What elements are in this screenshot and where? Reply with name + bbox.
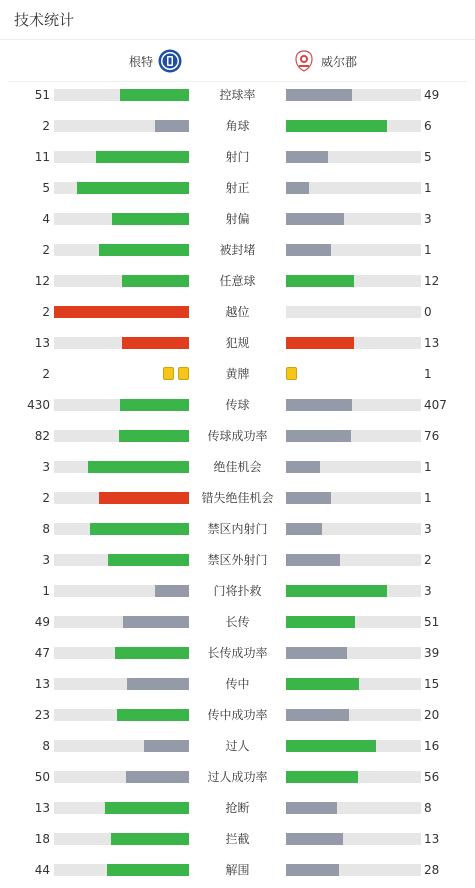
home-stat-bar xyxy=(54,585,189,597)
stat-row xyxy=(0,798,475,818)
home-stat-value: 47 xyxy=(34,646,50,660)
stat-row xyxy=(0,736,475,756)
home-stat-bar-fill xyxy=(105,802,189,814)
away-stat-bar xyxy=(286,430,421,442)
home-stat-value: 50 xyxy=(34,770,50,784)
away-stat-bar-fill xyxy=(286,523,322,535)
away-stat-bar xyxy=(286,182,421,194)
home-stat-bar-fill xyxy=(99,244,189,256)
home-stat-bar xyxy=(54,616,189,628)
home-stat-value: 8 xyxy=(42,739,50,753)
away-stat-bar xyxy=(286,213,421,225)
away-stat-bar-fill xyxy=(286,430,351,442)
stat-row xyxy=(0,457,475,477)
home-stat-bar-fill xyxy=(117,709,189,721)
away-stat-bar xyxy=(286,151,421,163)
away-stat-bar-fill xyxy=(286,771,358,783)
home-stat-bar xyxy=(54,523,189,535)
home-stat-value: 23 xyxy=(34,708,50,722)
away-stat-value: 49 xyxy=(424,88,440,102)
away-stat-bar xyxy=(286,616,421,628)
home-stat-value: 82 xyxy=(34,429,50,443)
home-stat-value: 13 xyxy=(34,336,50,350)
stat-row xyxy=(0,643,475,663)
home-stat-bar xyxy=(54,709,189,721)
stat-label: 传球 xyxy=(225,398,250,412)
away-stat-bar-fill xyxy=(286,182,309,194)
home-stat-bar-fill xyxy=(107,864,189,876)
stat-row xyxy=(0,240,475,260)
stat-label: 解围 xyxy=(225,863,250,877)
away-stat-bar-fill xyxy=(286,120,387,132)
home-stat-bar-fill xyxy=(155,120,189,132)
home-stat-value: 2 xyxy=(42,367,50,381)
away-stat-value: 13 xyxy=(424,336,440,350)
away-stat-bar xyxy=(286,492,421,504)
away-stat-value: 3 xyxy=(424,584,432,598)
page-title: 技术统计 xyxy=(14,11,75,29)
away-stat-value: 2 xyxy=(424,553,432,567)
home-stat-value: 44 xyxy=(34,863,50,877)
home-stat-bar-fill xyxy=(108,554,189,566)
stat-row xyxy=(0,209,475,229)
away-stat-bar xyxy=(286,120,421,132)
home-stat-bar-fill xyxy=(123,616,189,628)
away-stat-bar-fill xyxy=(286,89,352,101)
away-stat-value: 15 xyxy=(424,677,440,691)
home-stat-bar-fill xyxy=(88,461,189,473)
home-stat-bar xyxy=(54,430,189,442)
away-yellow-cards xyxy=(286,367,297,380)
home-stat-bar xyxy=(54,833,189,845)
stat-row xyxy=(0,488,475,508)
home-stat-bar-fill xyxy=(115,647,189,659)
home-stat-value: 8 xyxy=(42,522,50,536)
away-stat-bar xyxy=(286,89,421,101)
stat-row xyxy=(0,302,475,322)
away-stat-bar-fill xyxy=(286,275,354,287)
home-stat-value: 2 xyxy=(42,119,50,133)
home-stat-bar xyxy=(54,120,189,132)
home-stat-value: 430 xyxy=(27,398,50,412)
stats-list xyxy=(0,82,475,882)
home-stat-bar xyxy=(54,864,189,876)
home-stat-value: 1 xyxy=(42,584,50,598)
stat-label: 绝佳机会 xyxy=(213,460,262,474)
stat-label: 禁区内射门 xyxy=(207,522,268,536)
home-yellow-cards xyxy=(163,367,189,380)
home-stat-value: 2 xyxy=(42,243,50,257)
away-stat-value: 6 xyxy=(424,119,432,133)
home-stat-bar-fill xyxy=(155,585,189,597)
home-stat-bar xyxy=(54,89,189,101)
away-stat-bar xyxy=(286,275,421,287)
home-stat-bar-fill xyxy=(122,275,190,287)
away-stat-bar xyxy=(286,461,421,473)
home-stat-bar-fill xyxy=(119,430,189,442)
away-stat-bar-fill xyxy=(286,151,328,163)
away-stat-bar-fill xyxy=(286,399,352,411)
home-stat-bar-fill xyxy=(122,337,190,349)
away-stat-value: 3 xyxy=(424,522,432,536)
home-stat-value: 51 xyxy=(34,88,50,102)
away-stat-value: 51 xyxy=(424,615,440,629)
yellow-card-icon xyxy=(163,367,174,380)
home-stat-bar-fill xyxy=(90,523,189,535)
stat-label: 射正 xyxy=(225,181,250,195)
away-stat-bar xyxy=(286,554,421,566)
away-stat-bar-fill xyxy=(286,492,331,504)
home-stat-value: 2 xyxy=(42,491,50,505)
yellow-card-icon xyxy=(178,367,189,380)
stat-label: 控球率 xyxy=(219,88,256,102)
home-stat-bar-fill xyxy=(144,740,189,752)
stat-label: 传球成功率 xyxy=(207,429,268,443)
away-team-name: 威尔郡 xyxy=(321,54,358,69)
home-stat-bar xyxy=(54,461,189,473)
away-stat-bar-fill xyxy=(286,461,320,473)
away-team-logo-icon xyxy=(292,49,316,73)
away-stat-value: 5 xyxy=(424,150,432,164)
stat-row xyxy=(0,147,475,167)
away-stat-bar xyxy=(286,771,421,783)
away-stat-value: 1 xyxy=(424,491,432,505)
home-stat-bar xyxy=(54,337,189,349)
stat-row xyxy=(0,767,475,787)
away-stat-bar-fill xyxy=(286,244,331,256)
home-stat-bar-fill xyxy=(127,678,189,690)
stat-row xyxy=(0,395,475,415)
away-stat-value: 1 xyxy=(424,460,432,474)
away-stat-bar-fill xyxy=(286,802,337,814)
stat-label: 射门 xyxy=(225,150,250,164)
away-stat-bar-fill xyxy=(286,864,339,876)
home-stat-bar-fill xyxy=(120,89,189,101)
home-stat-bar xyxy=(54,647,189,659)
away-stat-bar xyxy=(286,864,421,876)
away-stat-value: 20 xyxy=(424,708,440,722)
away-stat-value: 76 xyxy=(424,429,440,443)
home-stat-value: 11 xyxy=(34,150,50,164)
away-stat-bar xyxy=(286,740,421,752)
home-stat-bar xyxy=(54,275,189,287)
away-stat-bar-fill xyxy=(286,678,359,690)
stat-row xyxy=(0,860,475,880)
home-stat-bar xyxy=(54,771,189,783)
stat-label: 抢断 xyxy=(225,801,250,815)
stat-label: 长传成功率 xyxy=(207,646,268,660)
home-stat-bar xyxy=(54,802,189,814)
stat-label: 黄牌 xyxy=(225,367,250,381)
stat-label: 拦截 xyxy=(225,832,250,846)
away-stat-value: 1 xyxy=(424,243,432,257)
stat-label: 错失绝佳机会 xyxy=(201,491,274,505)
away-stat-value: 12 xyxy=(424,274,440,288)
stat-label: 过人成功率 xyxy=(207,770,268,784)
home-stat-bar-fill xyxy=(96,151,189,163)
away-stat-value: 8 xyxy=(424,801,432,815)
away-stat-bar-fill xyxy=(286,616,355,628)
away-stat-value: 39 xyxy=(424,646,440,660)
home-team-logo-icon xyxy=(158,49,182,73)
home-stat-bar-fill xyxy=(99,492,189,504)
home-stat-value: 13 xyxy=(34,801,50,815)
away-stat-bar-fill xyxy=(286,585,387,597)
stat-row xyxy=(0,178,475,198)
home-stat-bar xyxy=(54,554,189,566)
away-stat-bar xyxy=(286,306,421,318)
stat-row xyxy=(0,271,475,291)
stat-label: 被封堵 xyxy=(219,243,256,257)
away-stat-bar-fill xyxy=(286,833,343,845)
away-stat-bar xyxy=(286,833,421,845)
stat-row xyxy=(0,333,475,353)
away-stat-value: 56 xyxy=(424,770,440,784)
away-stat-bar xyxy=(286,523,421,535)
stat-label: 角球 xyxy=(225,119,250,133)
home-stat-bar-fill xyxy=(77,182,189,194)
away-stat-value: 1 xyxy=(424,367,432,381)
away-stat-value: 1 xyxy=(424,181,432,195)
home-stat-value: 5 xyxy=(42,181,50,195)
yellow-card-icon xyxy=(286,367,297,380)
home-stat-bar-fill xyxy=(54,306,189,318)
home-stat-value: 49 xyxy=(34,615,50,629)
stat-label: 传中成功率 xyxy=(207,708,268,722)
stat-row xyxy=(0,550,475,570)
away-stat-bar-fill xyxy=(286,337,354,349)
home-team-name: 根特 xyxy=(128,54,153,69)
stat-row xyxy=(0,116,475,136)
stats-header xyxy=(0,0,475,40)
away-stat-value: 0 xyxy=(424,305,432,319)
stat-label: 任意球 xyxy=(219,274,256,288)
home-stat-value: 4 xyxy=(42,212,50,226)
home-stat-bar-fill xyxy=(111,833,189,845)
home-stat-bar xyxy=(54,151,189,163)
stat-row xyxy=(0,364,475,384)
away-stat-bar xyxy=(286,802,421,814)
home-stat-bar xyxy=(54,306,189,318)
away-stat-bar xyxy=(286,337,421,349)
home-stat-bar-fill xyxy=(120,399,189,411)
stat-row xyxy=(0,674,475,694)
stat-label: 过人 xyxy=(225,739,250,753)
away-stat-bar xyxy=(286,585,421,597)
away-stat-bar-fill xyxy=(286,554,340,566)
home-stat-bar-fill xyxy=(112,213,189,225)
away-stat-bar xyxy=(286,244,421,256)
stat-label: 射偏 xyxy=(225,212,250,226)
away-stat-value: 407 xyxy=(424,398,447,412)
home-stat-value: 13 xyxy=(34,677,50,691)
away-stat-bar-fill xyxy=(286,740,376,752)
stat-row xyxy=(0,85,475,105)
home-stat-value: 3 xyxy=(42,460,50,474)
home-stat-bar xyxy=(54,213,189,225)
stat-row xyxy=(0,612,475,632)
stat-label: 传中 xyxy=(225,677,250,691)
home-stat-value: 2 xyxy=(42,305,50,319)
home-stat-bar xyxy=(54,740,189,752)
home-stat-bar xyxy=(54,244,189,256)
home-stat-bar xyxy=(54,492,189,504)
away-stat-value: 3 xyxy=(424,212,432,226)
away-stat-bar xyxy=(286,399,421,411)
stat-row xyxy=(0,426,475,446)
home-stat-value: 12 xyxy=(34,274,50,288)
stat-label: 长传 xyxy=(225,615,250,629)
home-stat-value: 18 xyxy=(34,832,50,846)
teams-bar xyxy=(8,40,467,82)
away-stat-bar-fill xyxy=(286,709,349,721)
away-stat-bar xyxy=(286,647,421,659)
stat-label: 禁区外射门 xyxy=(207,553,268,567)
stat-row xyxy=(0,581,475,601)
away-stat-bar xyxy=(286,709,421,721)
away-stat-bar-fill xyxy=(286,647,347,659)
away-stat-bar-fill xyxy=(286,213,344,225)
away-stat-value: 28 xyxy=(424,863,440,877)
stat-label: 门将扑救 xyxy=(213,584,262,598)
home-stat-bar-fill xyxy=(126,771,189,783)
home-team[interactable] xyxy=(129,49,182,73)
home-stat-bar xyxy=(54,399,189,411)
away-team[interactable] xyxy=(292,49,357,73)
home-stat-bar xyxy=(54,678,189,690)
stat-label: 犯规 xyxy=(225,336,250,350)
stat-row xyxy=(0,829,475,849)
away-stat-bar xyxy=(286,678,421,690)
home-stat-bar xyxy=(54,182,189,194)
away-stat-value: 16 xyxy=(424,739,440,753)
away-stat-value: 13 xyxy=(424,832,440,846)
home-stat-value: 3 xyxy=(42,553,50,567)
stat-label: 越位 xyxy=(225,305,250,319)
stat-row xyxy=(0,705,475,725)
stat-row xyxy=(0,519,475,539)
